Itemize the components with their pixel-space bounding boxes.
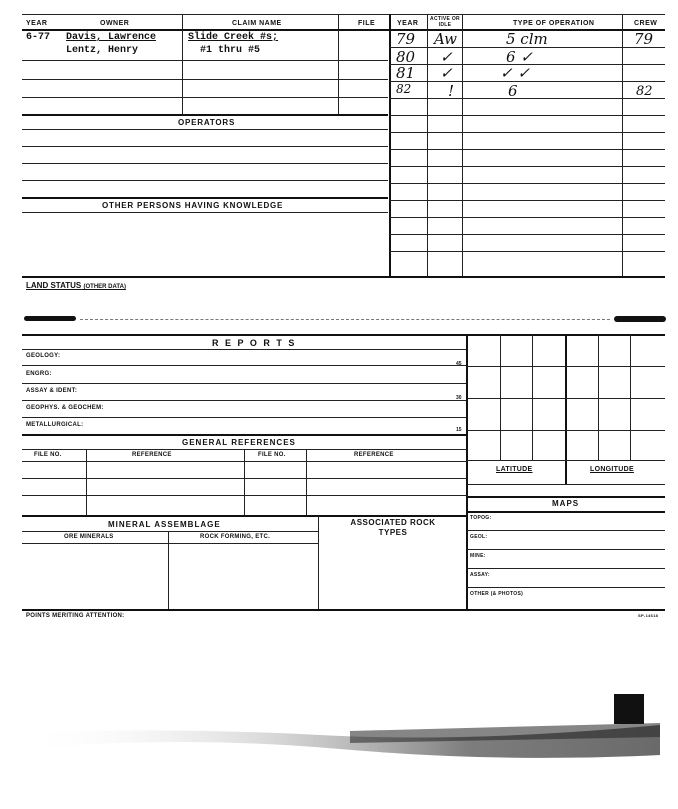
col-active-idle-header: ACTIVE OR IDLE [430, 16, 460, 28]
op-3-type: ✓ ✓ [500, 64, 530, 82]
entry-claim-1: Slide Creek #s; [188, 32, 279, 43]
top-section-bottom-rule [22, 276, 665, 278]
reports-heading: R E P O R T S [212, 338, 297, 348]
divider-left-right [389, 14, 391, 276]
divider-owner-claim [182, 14, 183, 114]
ops-row-line [389, 115, 665, 116]
grid-row-line [467, 366, 665, 367]
scan-mark-left [24, 316, 76, 321]
maps-row-line [467, 549, 665, 550]
ops-row-line [389, 251, 665, 252]
op-3-active: ✓ [440, 64, 453, 82]
grid-col-line [598, 334, 599, 460]
reports-row-line [22, 400, 467, 401]
mineral-col-divider [168, 531, 169, 610]
header-rule [22, 29, 665, 31]
grid-col-line [500, 334, 501, 460]
engrg-label: ENGRG: [26, 371, 52, 377]
reports-row-line [22, 383, 467, 384]
geophys-label: GEOPHYS. & GEOCHEM: [26, 405, 104, 411]
land-status-subheading: (OTHER DATA) [83, 284, 126, 290]
entry-owner-1: Davis, Lawrence [66, 32, 157, 43]
col-claim-name-header: CLAIM NAME [232, 20, 282, 27]
scan-noise-band [20, 715, 670, 775]
ref-file-no2-header: FILE NO. [258, 452, 286, 458]
assay-ident-label: ASSAY & IDENT: [26, 388, 78, 394]
ref-reference-header: REFERENCE [132, 452, 172, 458]
maps-row-line [467, 530, 665, 531]
metallurgical-label: METALLURGICAL: [26, 422, 84, 428]
col-year2-header: YEAR [397, 20, 419, 27]
grid-row-line [467, 430, 665, 431]
maps-row-line [467, 568, 665, 569]
left-row-line [22, 60, 388, 61]
longitude-label: LONGITUDE [590, 466, 634, 473]
ops-row-line [389, 217, 665, 218]
scale-15: 15 [456, 427, 462, 433]
entry-owner-2: Lentz, Henry [66, 45, 139, 56]
col-year-header: YEAR [26, 20, 48, 27]
maps-row-line [467, 587, 665, 588]
mineral-assemblage-heading: MINERAL ASSEMBLAGE [108, 520, 221, 529]
land-status-dashed-line [80, 319, 610, 320]
entry-year: 6-77 [26, 32, 51, 43]
scale-30: 30 [456, 395, 462, 401]
reports-row-line [22, 365, 467, 366]
mineral-heading-rule [22, 531, 318, 532]
bottom-form-rule [22, 609, 665, 611]
scan-mark-right [614, 316, 666, 322]
op-3-year: 81 [396, 64, 416, 82]
col-owner-header: OWNER [100, 20, 130, 27]
maps-heading-rule [467, 511, 665, 513]
op-2-active: ✓ [440, 48, 453, 66]
mineral-top-rule [22, 515, 467, 517]
other-persons-heading: OTHER PERSONS HAVING KNOWLEDGE [102, 201, 284, 210]
references-top-rule [22, 434, 467, 436]
ops-row-line [389, 166, 665, 167]
maps-heading: MAPS [552, 499, 580, 508]
ref-col-divider [244, 449, 245, 515]
ops-row-line [389, 98, 665, 99]
coords-bottom-rule [467, 484, 665, 485]
col-type-operation-header: TYPE OF OPERATION [513, 20, 595, 27]
grid-row-line [467, 460, 665, 461]
op-4-type: 6 [508, 82, 518, 100]
maps-geol-label: GEOL: [470, 534, 488, 540]
op-4-active: ! [448, 82, 455, 100]
maps-assay-label: ASSAY: [470, 572, 490, 578]
top-rule [22, 14, 665, 15]
op-1-crew: 79 [634, 30, 654, 48]
reports-top-rule [22, 334, 665, 336]
divider-year-active [427, 14, 428, 276]
maps-topog-label: TOPOG: [470, 515, 492, 521]
associated-rock-divider [318, 515, 319, 610]
reports-row-line [22, 417, 467, 418]
grid-col-line [630, 334, 631, 460]
op-2-type: 6 ✓ [506, 48, 533, 66]
ops-row-line [389, 234, 665, 235]
operators-rule [22, 129, 388, 130]
op-4-crew: 82 [636, 84, 653, 99]
ops-row-line [389, 149, 665, 150]
latitude-label: LATITUDE [496, 466, 533, 473]
operators-top-rule [22, 114, 388, 116]
other-persons-rule [22, 212, 388, 213]
ref-col-divider [86, 449, 87, 515]
other-persons-top-rule [22, 197, 388, 199]
maps-other-label: OTHER (& PHOTOS) [470, 591, 524, 597]
entry-claim-2: #1 thru #5 [200, 45, 261, 56]
reports-heading-rule [22, 349, 467, 350]
op-1-year: 79 [396, 30, 416, 48]
divider-active-type [462, 14, 463, 276]
land-status-label [26, 281, 126, 290]
mineral-header-rule [22, 543, 318, 544]
ref-file-no-header: FILE NO. [34, 452, 62, 458]
associated-rock-types-heading: ASSOCIATED ROCK TYPES [350, 518, 436, 537]
ref-col-divider [306, 449, 307, 515]
ref-reference2-header: REFERENCE [354, 452, 394, 458]
land-status-heading: LAND STATUS [26, 281, 82, 290]
ops-row-line [389, 200, 665, 201]
operators-row-line [22, 180, 388, 181]
ore-minerals-header: ORE MINERALS [64, 534, 114, 540]
maps-top-rule [467, 496, 665, 498]
points-meriting-attention-label: POINTS MERITING ATTENTION: [26, 613, 125, 619]
divider-type-crew [622, 14, 623, 276]
lat-long-divider [565, 334, 567, 484]
operators-heading: OPERATORS [178, 118, 236, 127]
rock-forming-header: ROCK FORMING, ETC. [200, 534, 271, 540]
maps-mine-label: MINE: [470, 553, 486, 559]
grid-col-line [532, 334, 533, 460]
divider-claim-file [338, 14, 339, 114]
col-file-header: FILE [358, 20, 376, 27]
ops-row-line [389, 183, 665, 184]
scale-45: 45 [456, 361, 462, 367]
op-1-type: 5 clm [506, 30, 548, 48]
ops-row-line [389, 132, 665, 133]
left-row-line [22, 97, 388, 98]
left-row-line [22, 79, 388, 80]
geology-label: GEOLOGY: [26, 353, 61, 359]
op-2-year: 80 [396, 48, 416, 66]
general-references-heading: GENERAL REFERENCES [182, 438, 296, 447]
col-crew-header: CREW [634, 20, 658, 27]
operators-row-line [22, 163, 388, 164]
op-1-active: Aw [434, 30, 457, 48]
grid-row-line [467, 398, 665, 399]
op-4-year: 82 [396, 82, 412, 96]
operators-row-line [22, 146, 388, 147]
form-number: SP-14618 [638, 613, 659, 618]
